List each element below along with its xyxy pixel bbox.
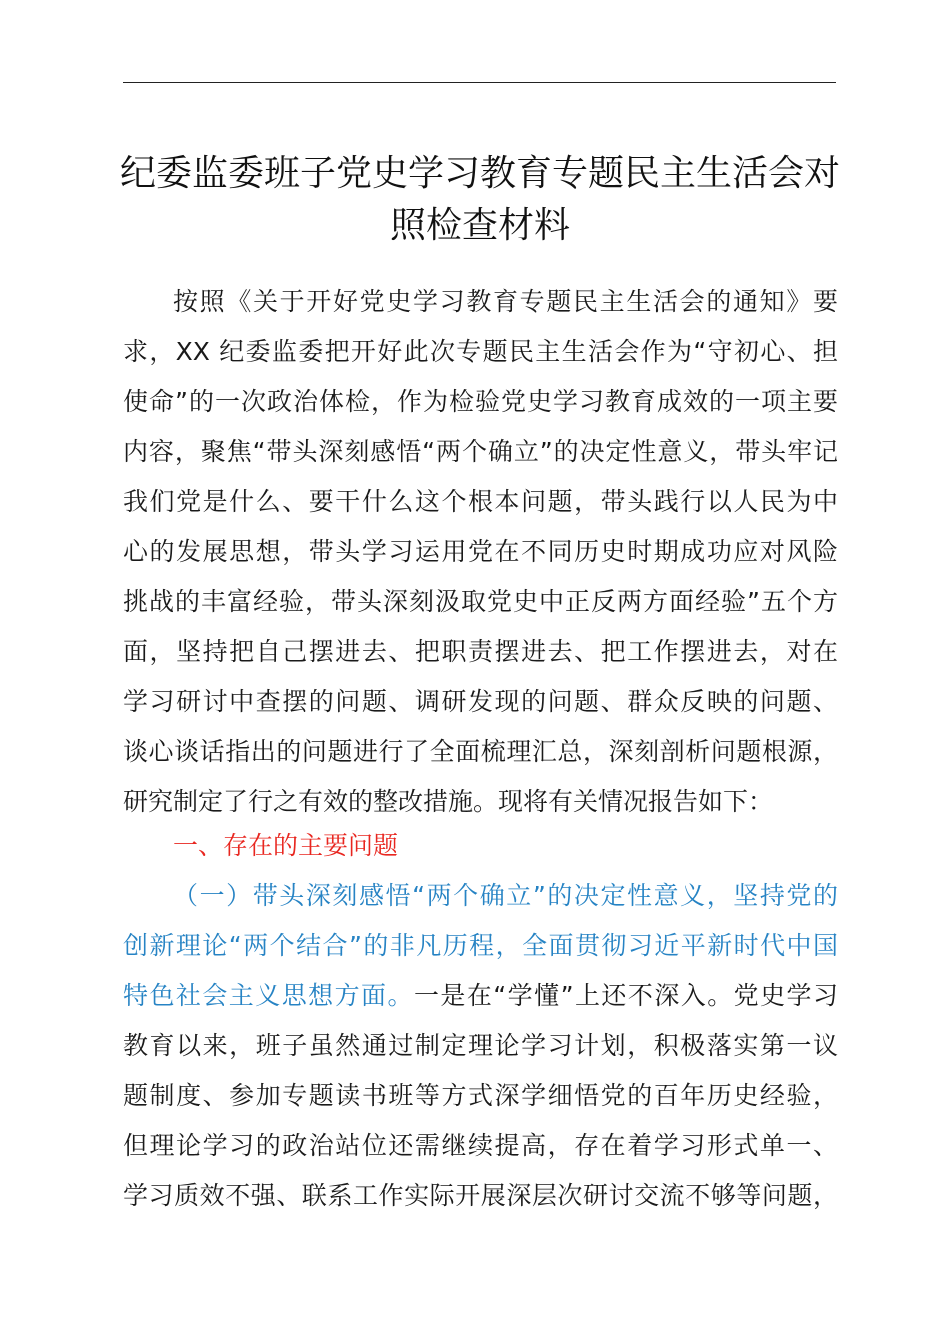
header-rule bbox=[123, 82, 836, 83]
intro-line: 按照《关于开好党史学习教育专题民主生活会的通知》要 bbox=[173, 287, 838, 316]
intro-line: 学习研讨中查摆的问题、调研发现的问题、群众反映的问题、 bbox=[123, 687, 838, 716]
subsection-heading-tail: 特色社会主义思想方面。 bbox=[123, 981, 414, 1010]
document-title bbox=[110, 148, 850, 252]
body-line: 题制度、参加专题读书班等方式深学细悟党的百年历史经验， bbox=[123, 1081, 838, 1110]
body-line: 教育以来，班子虽然通过制定理论学习计划，积极落实第一议 bbox=[123, 1031, 838, 1060]
intro-line: 内容，聚焦“带头深刻感悟“两个确立”的决定性意义，带头牢记 bbox=[123, 437, 838, 466]
intro-line: 研究制定了行之有效的整改措施。现将有关情况报告如下： bbox=[123, 787, 774, 816]
intro-line: 求，XX 纪委监委把开好此次专题民主生活会作为“守初心、担 bbox=[123, 337, 838, 366]
subsection-heading-line: （一）带头深刻感悟“两个确立”的决定性意义，坚持党的 bbox=[173, 881, 838, 910]
intro-line: 心的发展思想，带头学习运用党在不同历史时期成功应对风险 bbox=[123, 537, 838, 566]
subsection-paragraph bbox=[123, 871, 838, 1221]
intro-line: 挑战的丰富经验，带头深刻汲取党史中正反两方面经验”五个方 bbox=[123, 587, 838, 616]
title-line-2: 照检查材料 bbox=[389, 205, 570, 246]
intro-line: 使命”的一次政治体检，作为检验党史学习教育成效的一项主要 bbox=[123, 387, 838, 416]
body-line: 学习质效不强、联系工作实际开展深层次研讨交流不够等问题， bbox=[123, 1181, 838, 1210]
intro-paragraph bbox=[123, 277, 838, 827]
subsection-body-start: 一是在“学懂”上还不深入。党史学习 bbox=[413, 981, 840, 1010]
section-heading-block bbox=[123, 821, 838, 871]
intro-line: 谈心谈话指出的问题进行了全面梳理汇总，深刻剖析问题根源， bbox=[123, 737, 838, 766]
mixed-line bbox=[123, 971, 838, 1021]
title-line-1: 纪委监委班子党史学习教育专题民主生活会对 bbox=[119, 153, 840, 194]
intro-line: 我们党是什么、要干什么这个根本问题，带头践行以人民为中 bbox=[123, 487, 838, 516]
subsection-heading-line: 创新理论“两个结合”的非凡历程，全面贯彻习近平新时代中国 bbox=[123, 931, 838, 960]
body-line: 但理论学习的政治站位还需继续提高，存在着学习形式单一、 bbox=[123, 1131, 838, 1160]
intro-line: 面，坚持把自己摆进去、把职责摆进去、把工作摆进去，对在 bbox=[123, 637, 838, 666]
section-heading: 一、存在的主要问题 bbox=[173, 831, 399, 860]
